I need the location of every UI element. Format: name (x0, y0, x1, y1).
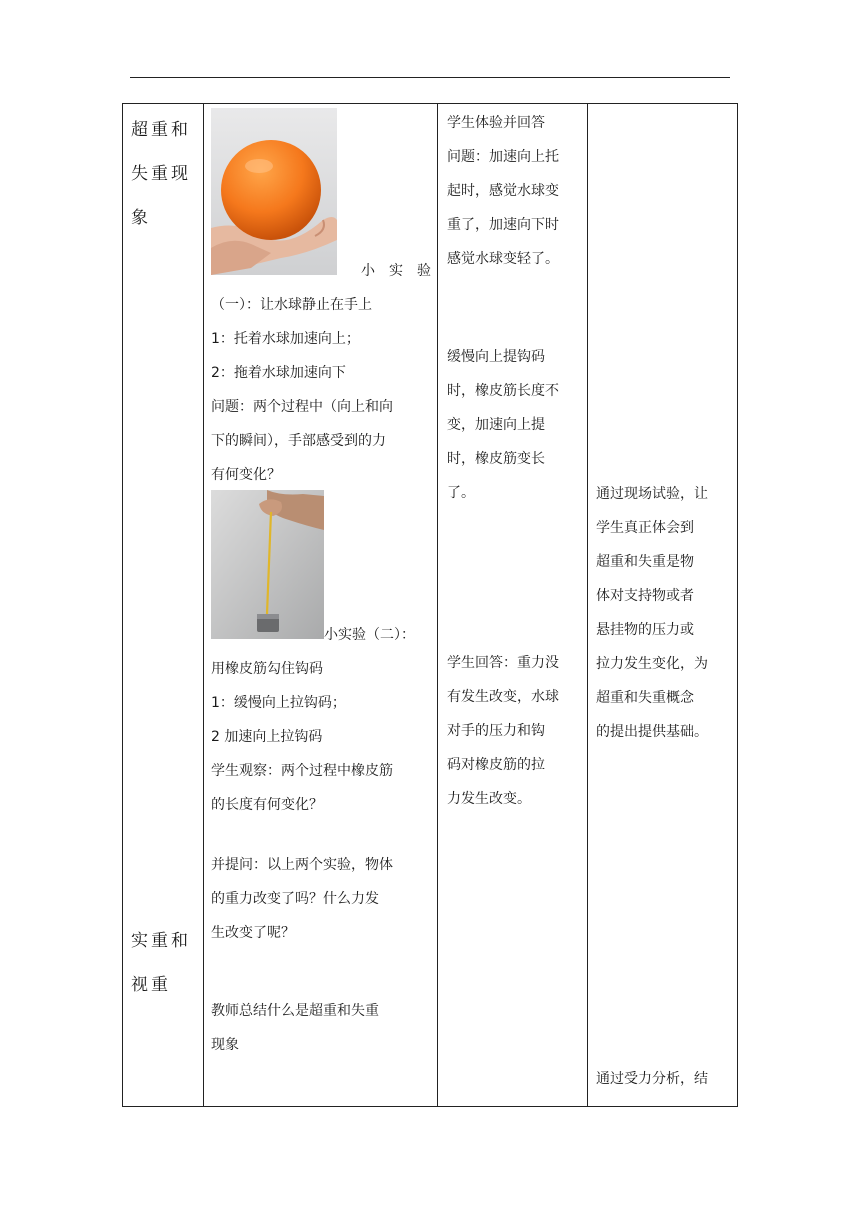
experiment-2-label: 小实验（二）： (324, 627, 415, 643)
section-title-real-apparent-weight: 实重和 视重 (131, 931, 191, 995)
rubber-band-photo (211, 490, 324, 639)
section-title-superweight: 超重和 失重现 象 (131, 120, 191, 228)
section-column (123, 104, 204, 1106)
student-answer-3: 学生回答：重力没 有发生改变，水球 对手的压力和钩 码对橡皮筋的拉 力发生改变。 (447, 655, 559, 807)
intent-column (588, 104, 737, 1106)
experiment-2-text: 小实验（二）： 用橡皮筋勾住钩码 1：缓慢向上拉钩码； 2 加速向上拉钩码 学生观察：两个过程中橡皮筋 的长度有何变化？ (211, 618, 437, 822)
intent-text-2: 通过受力分析，结 (596, 1071, 708, 1087)
student-answer-1: 学生体验并回答 问题：加速向上托 起时，感觉水球变 重了，加速向下时 感觉水球变轻了。 (447, 115, 559, 267)
summary-text: 教师总结什么是超重和失重 现象 (211, 1003, 379, 1053)
lesson-table (122, 103, 738, 1107)
header-rule (130, 77, 730, 78)
water-ball-photo (211, 108, 337, 275)
experiment-1-text: 小 实 验 （一）：让水球静止在手上 1：托着水球加速向上； 2：拖着水球加速向下 问题：两个过程中（向上和向 下的瞬间），手部感受到的力 有何变化？ (211, 254, 431, 492)
intent-text-1: 通过现场试验，让 学生真正体会到 超重和失重是物 体对支持物或者 悬挂物的压力或 拉力发生变化，为 超重和失重概念 的提出提供基础。 (596, 486, 708, 740)
experiment-1-label: 小 实 验 (361, 263, 431, 279)
activity-column (204, 104, 438, 1106)
question-text: 并提问：以上两个实验，物体 的重力改变了吗？什么力发 生改变了呢？ (211, 857, 393, 941)
student-column (438, 104, 588, 1106)
student-answer-2: 缓慢向上提钩码 时，橡皮筋长度不 变，加速向上提 时，橡皮筋变长 了。 (447, 349, 559, 501)
